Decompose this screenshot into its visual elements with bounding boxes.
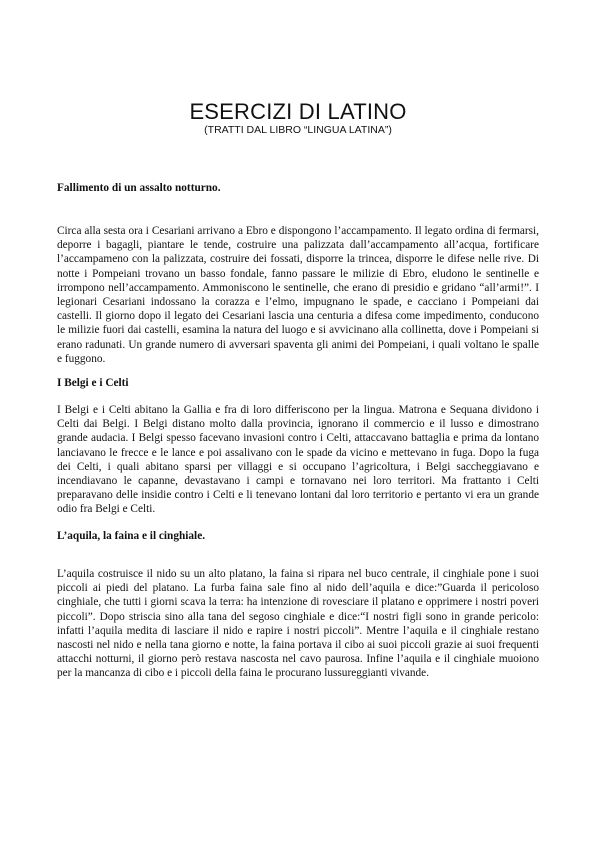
- section-text-assalto: Circa alla sesta ora i Cesariani arrivano a Ebro e dispongono l’accampamento. Il legato ordina di fermarsi, deporre i bagagli, piantare le tende, costruire una palizzata dall’accampamento all’acqua, fortificare l’accampameno con la palizzata, costruire dei fossati, disporre la trincea, disporre le difese nelle rive. Di notte i Pompeiani trovano un basso fondale, fanno passare le milizie di Ebro, eludono le sentinelle e irrompono nell’accampamento. Ammoniscono le sentinelle, che erano di presidio e gridano “all’armi!”. I legionari Cesariani indossano la corazza e l’elmo, impugnano le spade, e cacciano i Pompeiani dai castelli. Il giorno dopo il legato dei Cesariani lascia una centuria a difesa come impedimento, conducono le milizie fuori dai castelli, esamina la natura del luogo e si avvicinano alla collinetta, dove i Pompeiani si erano radunati. Un grande numero di avversari spaventa gli animi dei Pompeiani, i quali voltano le spalle e fuggono.: [57, 225, 539, 365]
- section-heading-aquila: L’aquila, la faina e il cinghiale.: [57, 530, 206, 542]
- section-text-belgi: I Belgi e i Celti abitano la Gallia e fra di loro differiscono per la lingua. Matrona e Sequana dividono i Celti dai Belgi. I Belgi distano molto dalla provincia, ignorano il commercio e il lusso e dimostrano grande audacia. I Belgi spesso facevano invasioni contro i Celti, attaccavano battaglia e prima da lontano lanciavano le frecce e le lance e poi assalivano con le spade da vicino e mettevano in fuga. Dopo la fuga dei Celti, i quali abitano sparsi per villaggi e si occupano l’agricoltura, i Belgi saccheggiavano e incendiavano le capanne, devastavano i campi e tornavano nei loro territori. Ma frattanto i Celti preparavano delle insidie contro i Celti e li tenevano lontani dal loro territorio e pertanto vi era un grande odio fra Belgi e Celti.: [57, 404, 539, 516]
- section-heading-belgi: I Belgi e i Celti: [57, 377, 129, 389]
- page-subtitle: (TRATTI DAL LIBRO “LINGUA LATINA”): [204, 124, 392, 136]
- section-heading-assalto: Fallimento di un assalto notturno.: [57, 182, 221, 194]
- page-title: ESERCIZI DI LATINO: [189, 99, 407, 124]
- section-text-aquila: L’aquila costruisce il nido su un alto platano, la faina si ripara nel buco centrale, il cinghiale pone i suoi piccoli ai piedi del platano. La furba faina sale fino al nido dell’aquila e dice:”Guarda il pericoloso cinghiale, che tutti i giorni scava la terra: ha intenzione di rovesciare il platano e opprimere i nostri poveri piccoli”. Dopo striscia sino alla tana del segoso cinghiale e dice:“I nostri figli sono in grande pericolo: infatti l’aquila medita di lasciare il nido e rapire i nostri piccoli”. Mentre l’aquila e il cinghiale restano nascosti nel nido e nella tana giorno e notte, la faina portava il cibo ai suoi piccoli grazie ai suoi frequenti attacchi notturni, il giorno però restava nascosta nel cavo paurosa. Infine l’aquila e il cinghiale muoiono per la mancanza di cibo e i piccoli della faina le procurano lussureggianti vivande.: [57, 568, 539, 680]
- title-block: [0, 100, 596, 137]
